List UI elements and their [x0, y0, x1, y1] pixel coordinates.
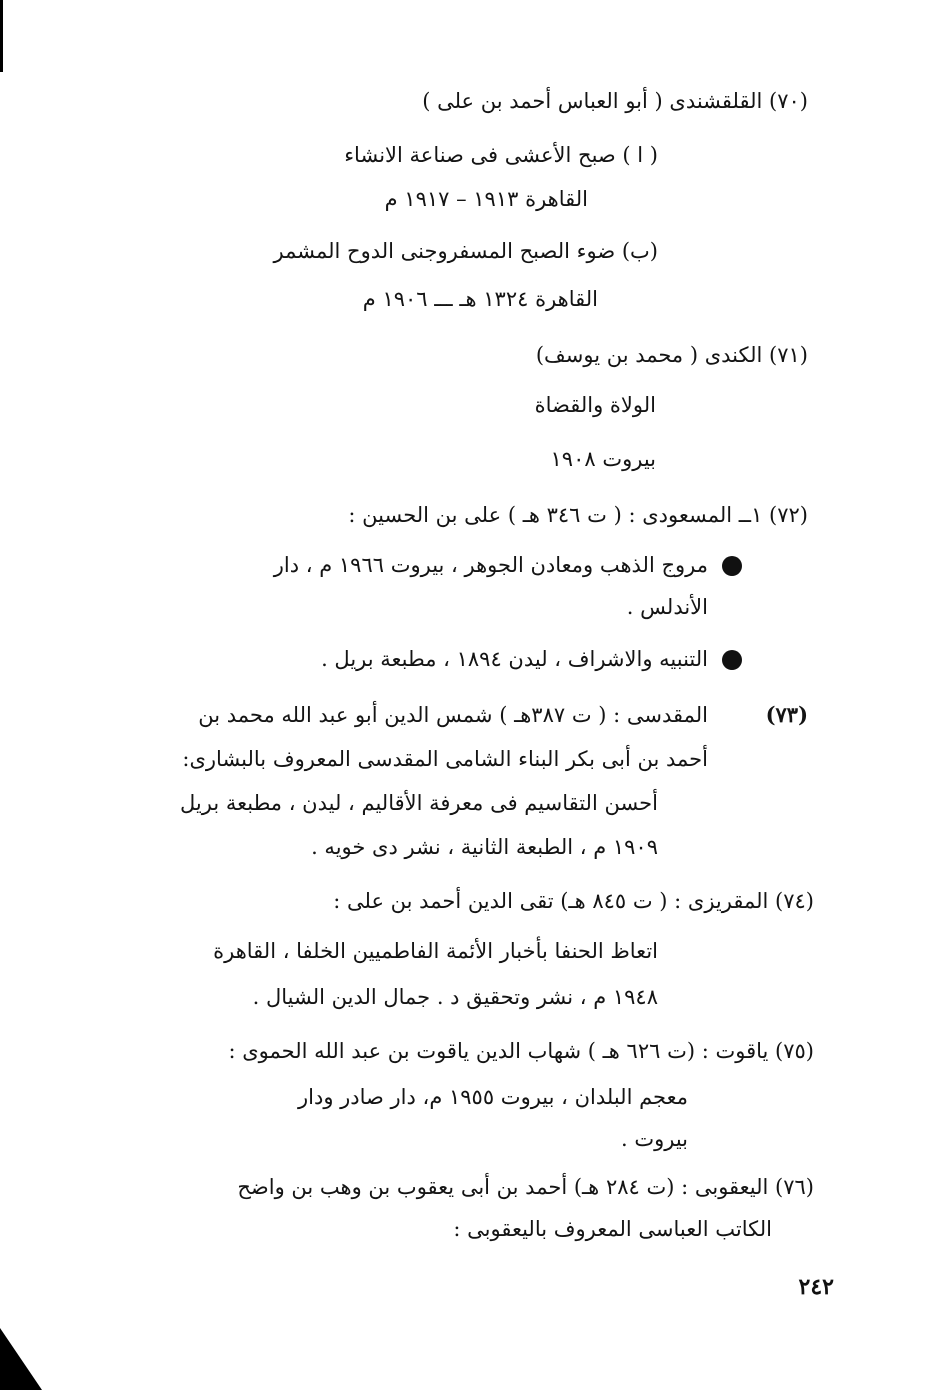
entry-74-heading: (٧٤) المقريزى : ( ت ٨٤٥ هـ) تقى الدين أحمد بن على :	[333, 889, 814, 913]
entry-70-a-title: ( ا ) صبح الأعشى فى صناعة الانشاء	[344, 143, 658, 167]
entry-74-line-2: اتعاظ الحنفا بأخبار الأئمة الفاطميين الخلفا ، القاهرة	[213, 939, 658, 963]
entry-72-heading: (٧٢) ١ــ المسعودى : ( ت ٣٤٦ هـ ) على بن الحسين :	[348, 503, 808, 527]
entry-72-item-1-line-1: مروج الذهب ومعادن الجوهر ، بيروت ١٩٦٦ م ، دار	[273, 553, 708, 577]
entry-71-imprint: بيروت ١٩٠٨	[550, 447, 656, 471]
entry-72-item-1-line-2: الأندلس .	[626, 595, 708, 619]
entry-71-title: الولاة والقضاة	[534, 393, 656, 417]
bullet-icon	[722, 650, 742, 670]
page-number: ٢٤٢	[798, 1274, 834, 1300]
entry-70-a-imprint: القاهرة ١٩١٣ – ١٩١٧ م	[384, 187, 588, 211]
entry-73-number: (٧٣)	[765, 702, 808, 727]
entry-76-line-2: الكاتب العباسى المعروف باليعقوبى :	[453, 1217, 772, 1241]
bullet-icon	[722, 556, 742, 576]
entry-73-line-4: ١٩٠٩ م ، الطبعة الثانية ، نشر دى خويه .	[311, 835, 658, 859]
entry-70-b-title: (ب) ضوء الصبح المسفروجنى الدوح المشمر	[273, 239, 658, 263]
entry-72-item-2: التنبيه والاشراف ، ليدن ١٨٩٤ ، مطبعة بريل .	[321, 647, 708, 671]
scan-edge-mark	[0, 0, 3, 72]
entry-73-line-1: المقدسى : ( ت ٣٨٧هـ ) شمس الدين أبو عبد الله محمد بن	[198, 703, 708, 727]
entry-75-heading: (٧٥) ياقوت : (ت ٦٢٦ هـ ) شهاب الدين ياقوت بن عبد الله الحموى :	[228, 1039, 814, 1063]
entry-76-heading: (٧٦) اليعقوبى : (ت ٢٨٤ هـ) أحمد بن أبى يعقوب بن وهب بن واضح	[237, 1175, 814, 1199]
entry-73-line-3: أحسن التقاسيم فى معرفة الأقاليم ، ليدن ، مطبعة بريل	[180, 791, 658, 815]
entry-70-heading: (٧٠) القلقشندى ( أبو العباس أحمد بن على )	[422, 89, 808, 113]
entry-75-line-3: بيروت .	[620, 1127, 688, 1151]
entry-74-line-3: ١٩٤٨ م ، نشر وتحقيق د . جمال الدين الشيال .	[252, 985, 658, 1009]
scan-corner-mark	[0, 1328, 42, 1390]
entry-71-heading: (٧١) الكندى ( محمد بن يوسف)	[535, 343, 808, 367]
entry-70-b-imprint: القاهرة ١٣٢٤ هـ ـــ ١٩٠٦ م	[362, 287, 598, 311]
entry-73-line-2: أحمد بن أبى بكر البناء الشامى المقدسى المعروف بالبشارى:	[182, 747, 708, 771]
entry-75-line-2: معجم البلدان ، بيروت ١٩٥٥ م، دار صادر ودار	[298, 1085, 688, 1109]
